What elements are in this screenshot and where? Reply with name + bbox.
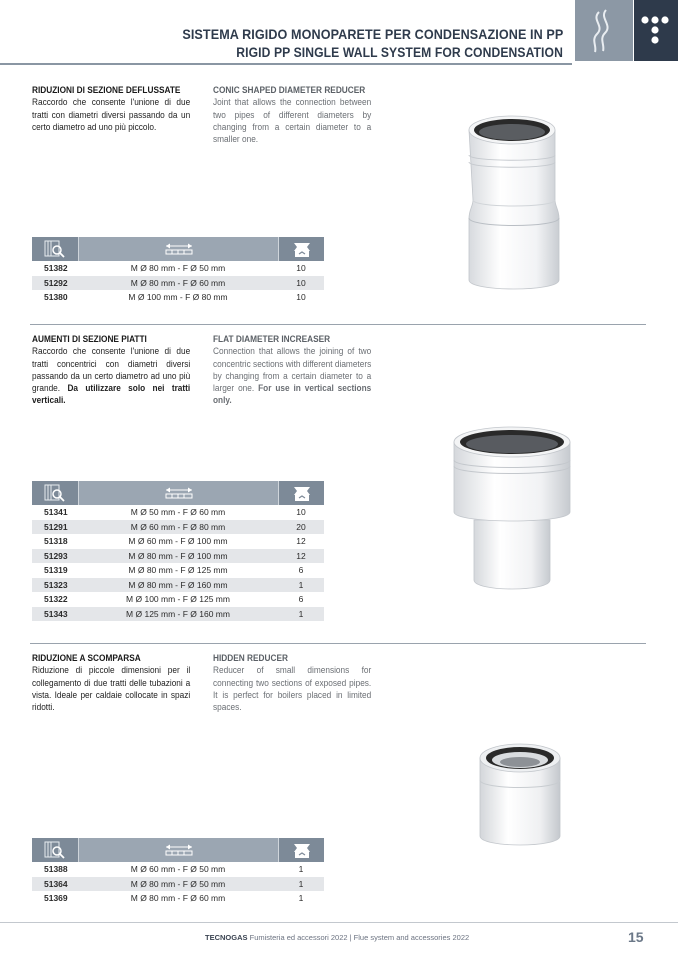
- section-divider: [30, 643, 646, 644]
- product-description: M Ø 80 mm - F Ø 100 mm: [128, 550, 228, 561]
- section-3-text-en: Reducer of small dimensions for connecting two sections of exposed pipes. It is perfect for boilers placed in limited spaces.: [213, 665, 372, 713]
- table-row: [32, 578, 324, 593]
- product-description: M Ø 50 mm - F Ø 60 mm: [130, 507, 226, 518]
- section-1-text-it: Raccordo che consente l'unione di due tratti con diametri diversi passando da un certo diametro ad uno più piccolo.: [32, 97, 191, 132]
- product-description: M Ø 125 mm - F Ø 160 mm: [126, 608, 230, 619]
- footer-caption: Fumisteria ed accessori 2022 | Flue system and accessories 2022: [249, 933, 470, 942]
- section-3-text-it: Riduzione di piccole dimensioni per il collegamento di due tratti delle tubazioni a vista. Ideale per caldaie collocate in spazi ridotti.: [32, 665, 191, 713]
- product-code: 51323: [44, 579, 68, 590]
- brand-logo-icon: [634, 0, 678, 61]
- table-row: [32, 877, 324, 892]
- page-number: 15: [628, 929, 644, 945]
- section-2-description-it: [32, 333, 190, 407]
- diameter-measure-icon: [78, 481, 278, 505]
- table-header: [32, 481, 324, 505]
- footer-text: [205, 933, 469, 942]
- product-quantity: 20: [296, 521, 306, 532]
- product-quantity: 10: [296, 292, 306, 303]
- table-row: [32, 505, 324, 520]
- product-table-2: [32, 481, 324, 621]
- section-1-description-it: [32, 84, 190, 133]
- product-quantity: 6: [298, 565, 304, 576]
- section-1-heading-en: CONIC SHAPED DIAMETER REDUCER: [213, 85, 366, 95]
- section-2-text-en: Connection that allows the joining of two concentric sections with different diameters by changing from a certain diameter to a larger one.: [213, 346, 372, 394]
- product-code: 51322: [44, 594, 68, 605]
- section-1-heading-it: RIDUZIONI DI SEZIONE DEFLUSSATE: [32, 85, 181, 95]
- product-table-3: [32, 838, 324, 906]
- page-title: SISTEMA RIGIDO MONOPARETE PER CONDENSAZIONE IN PP: [181, 26, 563, 42]
- table-row: [32, 520, 324, 535]
- section-2-description-en: [213, 333, 371, 407]
- section-2-note-en: For use in vertical sections only.: [213, 383, 372, 406]
- product-quantity: 10: [296, 277, 306, 288]
- flat-increaser-image: [448, 420, 576, 595]
- product-description: M Ø 100 mm - F Ø 80 mm: [128, 292, 228, 303]
- product-code: 51293: [44, 550, 68, 561]
- product-description: M Ø 80 mm - F Ø 160 mm: [128, 579, 228, 590]
- table-row: [32, 563, 324, 578]
- table-row: [32, 261, 324, 276]
- product-code: 51319: [44, 565, 68, 576]
- section-3-description-en: [213, 652, 371, 713]
- flame-icon: [575, 0, 633, 61]
- product-quantity: 12: [296, 536, 306, 547]
- diameter-measure-icon: [78, 237, 278, 261]
- table-row: [32, 276, 324, 291]
- magnifier-code-icon: [32, 237, 78, 261]
- product-description: M Ø 60 mm - F Ø 50 mm: [130, 864, 226, 875]
- section-2-heading-it: AUMENTI DI SEZIONE PIATTI: [32, 334, 147, 344]
- page-subtitle: RIGID PP SINGLE WALL SYSTEM FOR CONDENSATION: [236, 45, 563, 60]
- section-divider: [30, 324, 646, 325]
- magnifier-code-icon: [32, 481, 78, 505]
- product-code: 51318: [44, 536, 68, 547]
- hidden-reducer-image: [470, 728, 570, 853]
- product-code: 51292: [44, 277, 68, 288]
- product-code: 51382: [44, 263, 68, 274]
- section-2-text-it: Raccordo che consente l'unione di due tratti concentrici con diametri diversi passando da un certo diametro ad uno più grande.: [32, 346, 191, 394]
- product-description: M Ø 100 mm - F Ø 125 mm: [126, 594, 230, 605]
- footer-divider: [0, 922, 678, 923]
- product-quantity: 10: [296, 263, 306, 274]
- magnifier-code-icon: [32, 838, 78, 862]
- product-quantity: 6: [298, 594, 304, 605]
- table-row: [32, 290, 324, 305]
- product-code: 51291: [44, 521, 68, 532]
- table-row: [32, 607, 324, 622]
- product-quantity: 12: [296, 550, 306, 561]
- product-description: M Ø 80 mm - F Ø 50 mm: [130, 263, 226, 274]
- product-description: M Ø 80 mm - F Ø 50 mm: [130, 878, 226, 889]
- product-description: M Ø 80 mm - F Ø 60 mm: [130, 893, 226, 904]
- product-code: 51369: [44, 893, 68, 904]
- section-2-note-it: Da utilizzare solo nei tratti verticali.: [32, 383, 191, 406]
- section-1-description-en: [213, 84, 371, 145]
- product-quantity: 10: [296, 507, 306, 518]
- table-row: [32, 534, 324, 549]
- product-quantity: 1: [298, 893, 304, 904]
- product-code: 51388: [44, 864, 68, 875]
- table-row: [32, 862, 324, 877]
- section-2-heading-en: FLAT DIAMETER INCREASER: [213, 334, 331, 344]
- box-quantity-icon: [278, 838, 324, 862]
- diameter-measure-icon: [78, 838, 278, 862]
- product-code: 51343: [44, 608, 68, 619]
- product-quantity: 1: [298, 579, 304, 590]
- section-1-text-en: Joint that allows the connection between two pipes of different diameters by changing from a certain diameter to a smaller one.: [213, 97, 372, 145]
- table-header: [32, 838, 324, 862]
- product-code: 51341: [44, 507, 68, 518]
- conic-reducer-image: [455, 100, 570, 295]
- product-table-1: [32, 237, 324, 305]
- product-description: M Ø 60 mm - F Ø 100 mm: [128, 536, 228, 547]
- table-row: [32, 891, 324, 906]
- table-header: [32, 237, 324, 261]
- section-3-heading-en: HIDDEN REDUCER: [213, 653, 288, 663]
- header-divider: [0, 63, 572, 65]
- product-description: M Ø 80 mm - F Ø 125 mm: [128, 565, 228, 576]
- footer-brand: TECNOGAS: [205, 933, 248, 942]
- box-quantity-icon: [278, 481, 324, 505]
- table-row: [32, 549, 324, 564]
- product-description: M Ø 60 mm - F Ø 80 mm: [130, 521, 226, 532]
- section-3-heading-it: RIDUZIONE A SCOMPARSA: [32, 653, 141, 663]
- box-quantity-icon: [278, 237, 324, 261]
- product-code: 51380: [44, 292, 68, 303]
- product-quantity: 1: [298, 864, 304, 875]
- product-quantity: 1: [298, 608, 304, 619]
- product-quantity: 1: [298, 878, 304, 889]
- product-description: M Ø 80 mm - F Ø 60 mm: [130, 277, 226, 288]
- table-row: [32, 592, 324, 607]
- product-code: 51364: [44, 878, 68, 889]
- section-3-description-it: [32, 652, 190, 713]
